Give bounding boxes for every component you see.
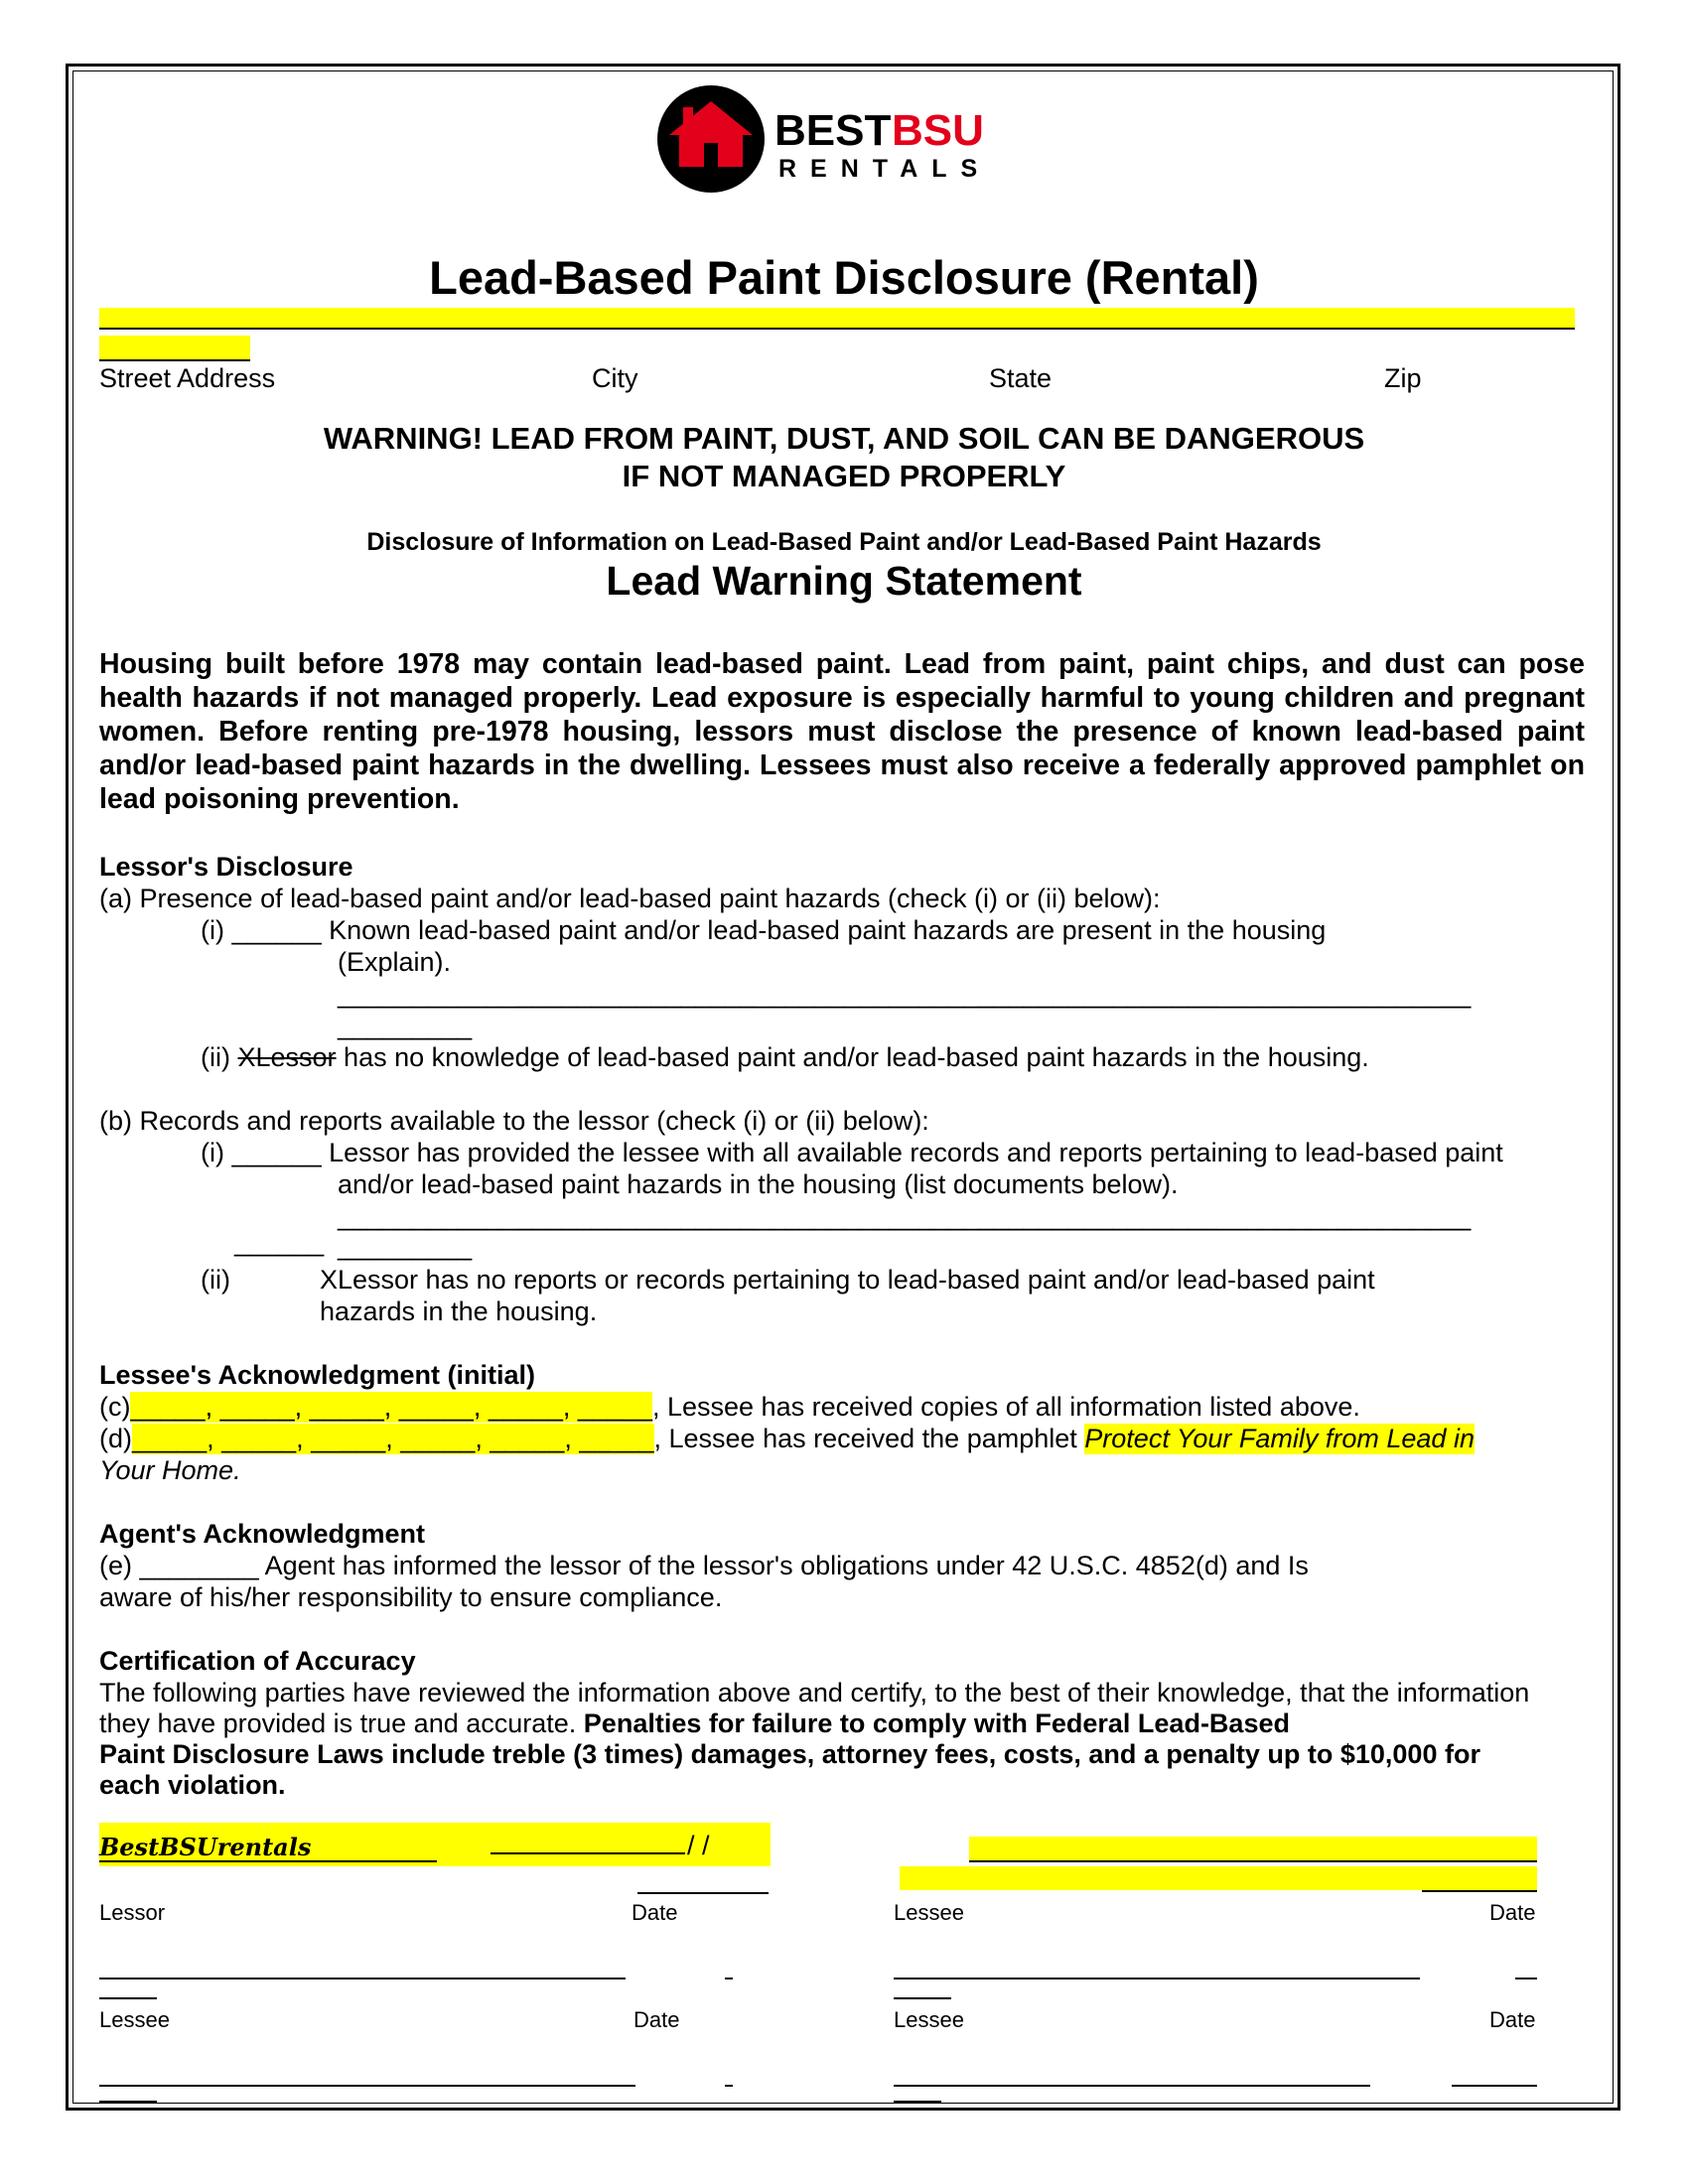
address-highlight-2 <box>99 336 250 361</box>
lessee-3-date-line[interactable] <box>1515 1978 1537 1979</box>
section-a-ii-label: (ii) <box>201 1042 238 1072</box>
address-highlight <box>99 308 1575 330</box>
logo-bsu: BSU <box>892 106 984 155</box>
lessee-2-date-line[interactable] <box>725 1978 733 1979</box>
certification-heading: Certification of Accuracy <box>99 1646 416 1676</box>
certification-line-1: The following parties have reviewed the information above and certify, to the best of their knowledge, that the information <box>99 1678 1530 1707</box>
section-b-i-documents-blank-2[interactable]: _________ <box>338 1231 473 1261</box>
lessee-3-date-label: Date <box>1489 2007 1536 2032</box>
lessee-4-signature-line-2 <box>99 2101 157 2103</box>
lessor-date-line <box>491 1852 685 1854</box>
lessor-label: Lessor <box>99 1900 166 1925</box>
lessee-ack-d-label: (d) <box>99 1424 132 1453</box>
lessee-5-date-line[interactable] <box>1452 2085 1537 2087</box>
lessor-signature-line <box>99 1860 437 1862</box>
agent-ack-e-line-2: aware of his/her responsibility to ensure compliance. <box>99 1582 723 1612</box>
agent-ack-e-line-1: (e) ________ Agent has informed the lessor of the lessor's obligations under 42 U.S.C. 4852(d) and Is <box>99 1551 1309 1580</box>
section-a-ii-text: has no knowledge of lead-based paint and/or lead-based paint hazards in the housing. <box>336 1042 1369 1072</box>
section-b-i-documents-blank[interactable]: ____________________________________________________________________________ <box>338 1201 1472 1231</box>
section-a-i-line: (i) ______ Known lead-based paint and/or lead-based paint hazards are present in the housing <box>201 915 1327 945</box>
lessee-ack-c-line <box>99 1392 1360 1423</box>
lessor-disclosure-heading: Lessor's Disclosure <box>99 852 353 882</box>
section-b-ii-line-2: hazards in the housing. <box>320 1297 598 1326</box>
lessee-ack-c-label: (c) <box>99 1392 131 1422</box>
logo-rentals: RENTALS <box>778 155 992 183</box>
document-title: Lead-Based Paint Disclosure (Rental) <box>429 251 1259 304</box>
lessee-ack-d-initials[interactable]: _____, _____, _____, _____, _____, _____ <box>132 1424 654 1453</box>
lessee-ack-d-pamphlet-title-2: Your Home. <box>99 1455 241 1485</box>
lead-warning-statement: Housing built before 1978 may contain lead-based paint. Lead from paint, paint chips, and dust can pose health hazards if not managed properly. Lead exposure is especially harmful to young children and pregnant women. Before renting pre-1978 housing, lessors must disclose the presence of known lead-based paint and/or lead-based paint hazards in the dwelling. Lessees must also receive a federally approved pamphlet on lead poisoning prevention. <box>99 648 1585 815</box>
section-b-ii-label: (ii) <box>201 1265 230 1295</box>
lessee-2-label: Lessee <box>99 2007 170 2032</box>
lead-warning-heading: Lead Warning Statement <box>606 558 1082 604</box>
lessee-1-label: Lessee <box>894 1900 964 1925</box>
lessee-3-signature-line-2 <box>894 1997 951 1999</box>
address-underline-2 <box>99 359 250 361</box>
street-address-label: Street Address <box>99 363 276 393</box>
certification-line-3: Paint Disclosure Laws include treble (3 times) damages, attorney fees, costs, and a penalty up to $10,000 for <box>99 1739 1480 1769</box>
lessee-ack-d-line <box>99 1424 1475 1454</box>
certification-line-4: each violation. <box>99 1770 286 1800</box>
section-b-i-line-2: and/or lead-based paint hazards in the housing (list documents below). <box>338 1169 1179 1199</box>
lessee-2-signature-line-2 <box>99 1997 157 1999</box>
lessor-date-line-2 <box>637 1892 769 1894</box>
lessee-1-date-label: Date <box>1489 1900 1536 1925</box>
logo-best: BEST <box>774 106 892 155</box>
section-a-ii-struck-mark: XLessor <box>237 1042 337 1072</box>
lessee-ack-c-text: , Lessee has received copies of all information listed above. <box>651 1392 1360 1422</box>
lessee-2-date-label: Date <box>633 2007 680 2032</box>
lessee-4-date-line[interactable] <box>725 2085 733 2087</box>
warning-line-1: WARNING! LEAD FROM PAINT, DUST, AND SOIL CAN BE DANGEROUS <box>323 421 1365 456</box>
section-a-line: (a) Presence of lead-based paint and/or lead-based paint hazards (check (i) or (ii) below): <box>99 884 1161 913</box>
agent-ack-heading: Agent's Acknowledgment <box>99 1519 425 1549</box>
lessee-4-signature-line[interactable] <box>99 2085 635 2087</box>
section-a-i-explain-blank[interactable]: ____________________________________________________________________________ <box>338 979 1472 1009</box>
zip-label: Zip <box>1384 363 1422 393</box>
section-a-ii-line <box>201 1042 1369 1073</box>
section-b-i-line-1: (i) ______ Lessor has provided the lessee with all available records and reports pertaining to lead-based paint <box>201 1138 1503 1167</box>
section-b-ii-check-blank[interactable]: ______ <box>234 1227 325 1257</box>
lessee-ack-d-pamphlet-title: Protect Your Family from Lead in <box>1084 1424 1475 1453</box>
page-border-inner <box>72 70 1614 2104</box>
certification-line-2-normal: they have provided is true and accurate. <box>99 1708 584 1738</box>
lessee-ack-c-initials[interactable]: _____, _____, _____, _____, _____, _____ <box>130 1392 652 1422</box>
section-a-i-explain: (Explain). <box>338 947 452 977</box>
lessee-2-signature-line[interactable] <box>99 1978 626 1979</box>
lessee-1-signature-highlight <box>969 1837 1537 1862</box>
address-underline <box>99 328 1575 330</box>
state-label: State <box>989 363 1053 393</box>
lessee-5-signature-line-2 <box>894 2101 941 2103</box>
lessor-date-label: Date <box>632 1900 678 1925</box>
lessee-3-label: Lessee <box>894 2007 964 2032</box>
section-b-ii-line-1: XLessor has no reports or records pertaining to lead-based paint and/or lead-based paint <box>320 1265 1375 1295</box>
lessee-1-signature-line[interactable] <box>969 1860 1537 1862</box>
lessee-1-date-line[interactable] <box>1422 1890 1537 1892</box>
city-label: City <box>592 363 638 393</box>
brand-logo <box>655 83 1033 195</box>
lessee-5-signature-line[interactable] <box>894 2085 1370 2087</box>
disclosure-subtitle: Disclosure of Information on Lead-Based Paint and/or Lead-Based Paint Hazards <box>366 528 1322 556</box>
certification-line-2-bold: Penalties for failure to comply with Federal Lead-Based <box>583 1708 1290 1738</box>
lessee-3-signature-line[interactable] <box>894 1978 1420 1979</box>
lessee-1-highlight-2 <box>900 1866 1426 1890</box>
section-b-line: (b) Records and reports available to the lessor (check (i) or (ii) below): <box>99 1106 929 1136</box>
section-a-i-explain-blank-2[interactable]: _________ <box>338 1011 473 1040</box>
lessor-signature[interactable]: BestBSUrentals <box>99 1833 312 1861</box>
lessee-1-date-highlight <box>1426 1866 1537 1890</box>
lessor-date-value[interactable]: / / <box>687 1831 710 1860</box>
lessee-ack-d-text: , Lessee has received the pamphlet <box>653 1424 1085 1453</box>
lessee-ack-heading: Lessee's Acknowledgment (initial) <box>99 1360 536 1390</box>
certification-line-2 <box>99 1708 1290 1739</box>
warning-line-2: IF NOT MANAGED PROPERLY <box>622 459 1066 493</box>
